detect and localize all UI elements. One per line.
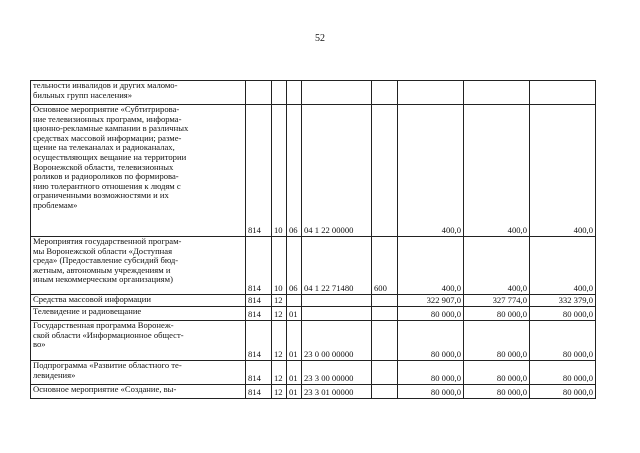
cell-name: Телевидение и радиовещание (31, 307, 246, 321)
cell-rz: 12 (272, 307, 287, 321)
cell-vr (372, 307, 398, 321)
cell-gr: 814 (246, 237, 272, 295)
cell-csr: 23 0 00 00000 (302, 321, 372, 361)
cell-rz: 10 (272, 105, 287, 237)
cell-v3: 80 000,0 (530, 385, 596, 399)
cell-pr: 01 (287, 307, 302, 321)
cell-vr (372, 295, 398, 307)
cell-v2 (464, 81, 530, 105)
cell-csr: 23 3 00 00000 (302, 361, 372, 385)
cell-vr (372, 385, 398, 399)
cell-name: Средства массовой информации (31, 295, 246, 307)
cell-name: Основное мероприятие «Субтитрирова- ние телевизионных программ, информа- ционно-рекламные кампании в различных средствах массовой информации; разме- щение на телеканалах и радиоканалах, осуществляющих вещание на территории Воронежской области, телевизионных роликов и радиороликов по формирова- нию толерантного отношения к людям с ограниченными возможностями и их проблемам» (31, 105, 246, 237)
cell-rz: 12 (272, 321, 287, 361)
cell-v1: 80 000,0 (398, 307, 464, 321)
cell-v3: 80 000,0 (530, 361, 596, 385)
cell-csr: 04 1 22 71480 (302, 237, 372, 295)
cell-v1: 80 000,0 (398, 385, 464, 399)
cell-v2: 80 000,0 (464, 321, 530, 361)
cell-csr: 23 3 01 00000 (302, 385, 372, 399)
cell-rz: 12 (272, 295, 287, 307)
cell-name: Основное мероприятие «Создание, вы- (31, 385, 246, 399)
cell-gr: 814 (246, 361, 272, 385)
cell-v3: 80 000,0 (530, 307, 596, 321)
cell-csr (302, 295, 372, 307)
cell-csr: 04 1 22 00000 (302, 105, 372, 237)
cell-pr: 06 (287, 237, 302, 295)
page-number: 52 (315, 33, 325, 44)
cell-v1: 80 000,0 (398, 321, 464, 361)
table-row (31, 361, 596, 385)
cell-v2: 400,0 (464, 237, 530, 295)
cell-v2: 80 000,0 (464, 385, 530, 399)
cell-v1: 400,0 (398, 105, 464, 237)
cell-v3: 400,0 (530, 237, 596, 295)
cell-gr (246, 81, 272, 105)
cell-name: Государственная программа Воронеж- ской области «Информационное общест- во» (31, 321, 246, 361)
cell-rz (272, 81, 287, 105)
cell-v1: 400,0 (398, 237, 464, 295)
cell-pr: 01 (287, 385, 302, 399)
cell-v3: 80 000,0 (530, 321, 596, 361)
cell-vr (372, 81, 398, 105)
table-row (31, 321, 596, 361)
cell-pr (287, 81, 302, 105)
cell-vr (372, 105, 398, 237)
cell-csr (302, 81, 372, 105)
cell-name: Мероприятия государственной програм- мы Воронежской области «Доступная среда» (Предоставление субсидий бюд- жетным, автономным учреждениям и иным некоммерческим организациям) (31, 237, 246, 295)
table-row (31, 307, 596, 321)
table-row (31, 295, 596, 307)
cell-vr: 600 (372, 237, 398, 295)
cell-pr: 01 (287, 321, 302, 361)
cell-v2: 80 000,0 (464, 307, 530, 321)
cell-rz: 12 (272, 385, 287, 399)
table-row (31, 81, 596, 105)
table-row (31, 237, 596, 295)
table-row (31, 385, 596, 399)
cell-v3: 332 379,0 (530, 295, 596, 307)
cell-rz: 12 (272, 361, 287, 385)
cell-v1: 322 907,0 (398, 295, 464, 307)
cell-vr (372, 361, 398, 385)
cell-rz: 10 (272, 237, 287, 295)
cell-csr (302, 307, 372, 321)
cell-pr: 06 (287, 105, 302, 237)
table-row (31, 105, 596, 237)
cell-gr: 814 (246, 105, 272, 237)
cell-pr: 01 (287, 361, 302, 385)
cell-v1: 80 000,0 (398, 361, 464, 385)
cell-name: Подпрограмма «Развитие областного те- левидения» (31, 361, 246, 385)
cell-v1 (398, 81, 464, 105)
cell-v2: 400,0 (464, 105, 530, 237)
cell-vr (372, 321, 398, 361)
cell-v3 (530, 81, 596, 105)
cell-pr (287, 295, 302, 307)
cell-gr: 814 (246, 295, 272, 307)
cell-v3: 400,0 (530, 105, 596, 237)
cell-v2: 327 774,0 (464, 295, 530, 307)
cell-gr: 814 (246, 307, 272, 321)
cell-v2: 80 000,0 (464, 361, 530, 385)
cell-gr: 814 (246, 385, 272, 399)
cell-name: тельности инвалидов и других маломо- бильных групп населения» (31, 81, 246, 105)
budget-table (30, 80, 596, 399)
cell-gr: 814 (246, 321, 272, 361)
